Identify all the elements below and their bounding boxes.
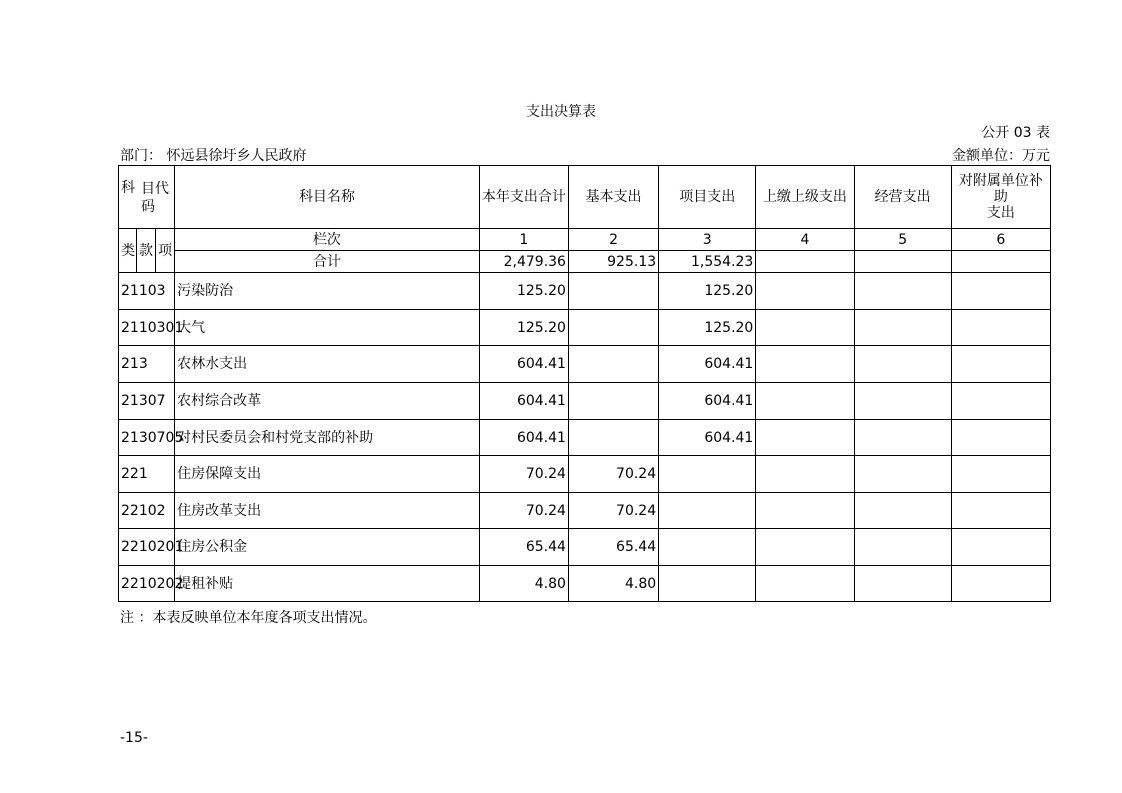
row-value: 604.41: [659, 420, 756, 456]
row-value: 4.80: [568, 566, 658, 602]
row-name: 农林水支出: [175, 346, 480, 383]
row-value: 604.41: [659, 383, 756, 420]
table-row: [119, 566, 1051, 602]
row-value: [756, 383, 854, 420]
lanci-cell: 4: [756, 229, 854, 251]
row-value: [659, 493, 756, 529]
row-code: 21103: [119, 273, 175, 310]
row-value: [854, 273, 951, 310]
table-note: 注 ：本表反映单位本年度各项支出情况。: [120, 610, 377, 626]
row-value: 604.41: [479, 346, 568, 383]
lanci-cell: 2: [568, 229, 658, 251]
form-number: 公开 03 表: [981, 125, 1050, 141]
total-cell: [951, 251, 1050, 273]
row-value: [659, 456, 756, 493]
row-value: [951, 420, 1050, 456]
table-row: [119, 346, 1051, 383]
row-code: 2130705: [119, 420, 175, 456]
row-name: 住房保障支出: [175, 456, 480, 493]
header-kuan: 款: [137, 229, 156, 273]
row-code: 22102: [119, 493, 175, 529]
header-business: 经营支出: [854, 166, 951, 229]
row-code: 2210201: [119, 529, 175, 566]
row-value: [568, 420, 658, 456]
table-row: [119, 273, 1051, 310]
row-value: 125.20: [479, 273, 568, 310]
row-value: [756, 493, 854, 529]
row-code: 21307: [119, 383, 175, 420]
table-row: [119, 383, 1051, 420]
row-value: 70.24: [568, 493, 658, 529]
department-label: 部门： 怀远县徐圩乡人民政府: [120, 148, 307, 164]
total-cell: 1,554.23: [659, 251, 756, 273]
row-name: 污染防治: [175, 273, 480, 310]
row-value: [756, 346, 854, 383]
row-value: [854, 456, 951, 493]
row-value: 125.20: [479, 310, 568, 346]
table-row: [119, 456, 1051, 493]
header-project: 项目支出: [659, 166, 756, 229]
row-value: 65.44: [479, 529, 568, 566]
lanci-row: [119, 229, 1051, 251]
row-value: 125.20: [659, 273, 756, 310]
row-code: 2210202: [119, 566, 175, 602]
lanci-cell: 3: [659, 229, 756, 251]
header-lei: 类: [119, 229, 137, 273]
page-number: -15-: [120, 730, 148, 746]
amount-unit: 金额单位：万元: [952, 148, 1050, 164]
row-value: 70.24: [479, 456, 568, 493]
row-name: 农村综合改革: [175, 383, 480, 420]
row-value: [951, 529, 1050, 566]
lanci-cell: 6: [951, 229, 1050, 251]
row-value: 604.41: [479, 383, 568, 420]
lanci-cell: 1: [479, 229, 568, 251]
row-value: [659, 529, 756, 566]
row-value: [568, 383, 658, 420]
row-value: [756, 310, 854, 346]
row-name: 住房公积金: [175, 529, 480, 566]
row-value: [951, 273, 1050, 310]
header-xiang: 项: [156, 229, 175, 273]
row-name: 住房改革支出: [175, 493, 480, 529]
total-cell: 925.13: [568, 251, 658, 273]
row-value: [756, 273, 854, 310]
row-value: [951, 310, 1050, 346]
row-code: 213: [119, 346, 175, 383]
row-value: 604.41: [479, 420, 568, 456]
lanci-label: 栏次: [175, 229, 480, 251]
expenditure-table: [118, 165, 1051, 602]
row-value: [568, 346, 658, 383]
row-value: [854, 566, 951, 602]
row-value: 4.80: [479, 566, 568, 602]
row-value: [951, 383, 1050, 420]
row-name: 大气: [175, 310, 480, 346]
header-total: 本年支出合计: [479, 166, 568, 229]
header-name: 科目名称: [175, 166, 480, 229]
row-name: 对村民委员会和村党支部的补助: [175, 420, 480, 456]
code-header-mudaima: 目代 码: [141, 181, 169, 215]
header-upper: 上缴上级支出: [756, 166, 854, 229]
row-value: [951, 566, 1050, 602]
row-value: 70.24: [568, 456, 658, 493]
row-name: 提租补贴: [175, 566, 480, 602]
row-value: [756, 529, 854, 566]
table-row: [119, 529, 1051, 566]
row-value: [568, 310, 658, 346]
total-cell: [756, 251, 854, 273]
header-row: [119, 166, 1051, 229]
table-row: [119, 310, 1051, 346]
row-value: [568, 273, 658, 310]
lanci-cell: 5: [854, 229, 951, 251]
row-value: [854, 493, 951, 529]
row-value: [951, 456, 1050, 493]
total-label: 合计: [175, 251, 480, 273]
code-header-ke: 科: [121, 180, 135, 196]
row-value: [951, 493, 1050, 529]
row-value: 65.44: [568, 529, 658, 566]
header-subsidy: 对附属单位补 助 支出: [951, 166, 1050, 229]
total-row: [119, 251, 1051, 273]
code-header: [119, 166, 175, 229]
row-value: [756, 420, 854, 456]
row-value: [659, 566, 756, 602]
row-value: [951, 346, 1050, 383]
table-row: [119, 493, 1051, 529]
row-value: [854, 383, 951, 420]
row-value: 604.41: [659, 346, 756, 383]
row-value: [854, 529, 951, 566]
row-value: [854, 346, 951, 383]
header-basic: 基本支出: [568, 166, 658, 229]
row-value: 125.20: [659, 310, 756, 346]
row-code: 2110301: [119, 310, 175, 346]
row-value: [854, 310, 951, 346]
page-title: 支出决算表: [526, 104, 596, 120]
row-value: [756, 456, 854, 493]
row-value: [854, 420, 951, 456]
table-row: [119, 420, 1051, 456]
row-value: 70.24: [479, 493, 568, 529]
total-cell: 2,479.36: [479, 251, 568, 273]
total-cell: [854, 251, 951, 273]
row-value: [756, 566, 854, 602]
row-code: 221: [119, 456, 175, 493]
